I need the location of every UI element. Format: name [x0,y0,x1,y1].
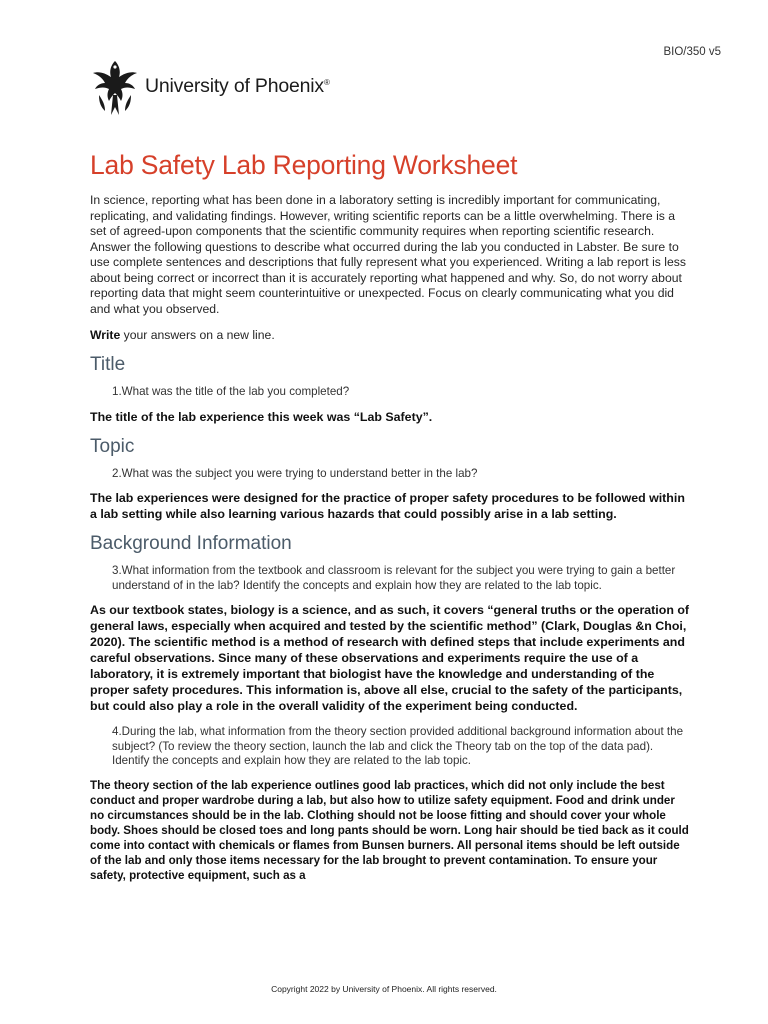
instructions-text: your answers on a new line. [120,328,275,342]
question-3 [90,564,690,593]
logo-wordmark: University of Phoenix® [145,74,330,97]
answer-4: The theory section of the lab experience outlines good lab practices, which did not only include the best conduct and proper wardrobe during a lab, but also how to utilize safety equipment. Food and drink under no circumstances should be in the lab. Clothing should not be loose fitting and should cover your whole body. Shoes should be closed toes and long pants should be worn. Long hair should be tied back as it could come into contact with chemicals or flames from Bunsen burners. All personal items should be left outside of the lab and only those items necessary for the lab brought to prevent contamination. To ensure your safety, protective equipment, such as a [90,778,689,882]
question-1 [90,385,690,400]
answer-1: The title of the lab experience this week was “Lab Safety”. [90,409,433,424]
question-text: What information from the textbook and classroom is relevant for the subject you were trying to gain a better understand of in the lab? Identify the concepts and explain how they are related to the lab topic. [112,564,676,592]
phoenix-bird-icon [91,55,139,117]
question-text: What was the title of the lab you completed? [121,385,350,398]
instructions-line [90,328,690,342]
registered-mark: ® [323,77,330,87]
page-title: Lab Safety Lab Reporting Worksheet [90,150,518,180]
answer-2: The lab experiences were designed for the practice of proper safety procedures to be followed within a lab setting while also learning various hazards that could possibly arise in a lab setting. [90,491,685,521]
copyright-footer: Copyright 2022 by University of Phoenix. All rights reserved. [271,984,497,994]
answer-3: As our textbook states, biology is a science, and as such, it covers “general truths or the operation of general laws, especially when acquired and tested by the scientific method” (Clark, Douglas &n Choi, 2020). The scientific method is a method of research with defined steps that include experiments and careful observations. Since many of these observations and experiments require the use of a laboratory, it is extremely important that biologist have the knowledge and understanding of the proper safety procedures. This information is, above all else, crucial to the safety of the participants, but could also play a role in the overall validity of the experiment being conducted. [90,603,690,713]
question-text: During the lab, what information from the theory section provided additional background information about the subject? (To review the theory section, launch the lab and click the Theory tab on the top of the data pad). Identify the concepts and explain how they are related to the lab topic. [112,725,684,767]
worksheet-body [90,150,690,894]
question-text: What was the subject you were trying to understand better in the lab? [121,466,478,480]
section-heading-title: Title [90,354,126,375]
question-number: 2. [112,466,122,480]
question-number: 1. [112,385,122,398]
course-code: BIO/350 v5 [663,46,721,58]
instructions-bold: Write [90,328,121,342]
question-number: 3. [112,564,122,577]
question-2 [90,467,690,482]
intro-paragraph: In science, reporting what has been done in a laboratory setting is incredibly important for communicating, replicating, and validating findings. However, writing scientific reports can be a little overwhelming. There is a set of agreed-upon components that the scientific community requires when reporting scientific research. Answer the following questions to describe what occurred during the lab you conducted in Labster. Be sure to use complete sentences and descriptions that fully represent what you experienced. Writing a lab report is less about being correct or incorrect than it is accurately reporting what happened and why. So, do not worry about reporting data that might seem counterintuitive or unexpected. Focus on clearly communicating what you did and what you observed. [90,193,686,316]
university-logo [91,55,330,117]
question-4 [90,725,690,769]
question-number: 4. [112,725,122,738]
section-heading-topic: Topic [90,435,135,457]
section-heading-background: Background Information [90,533,292,554]
